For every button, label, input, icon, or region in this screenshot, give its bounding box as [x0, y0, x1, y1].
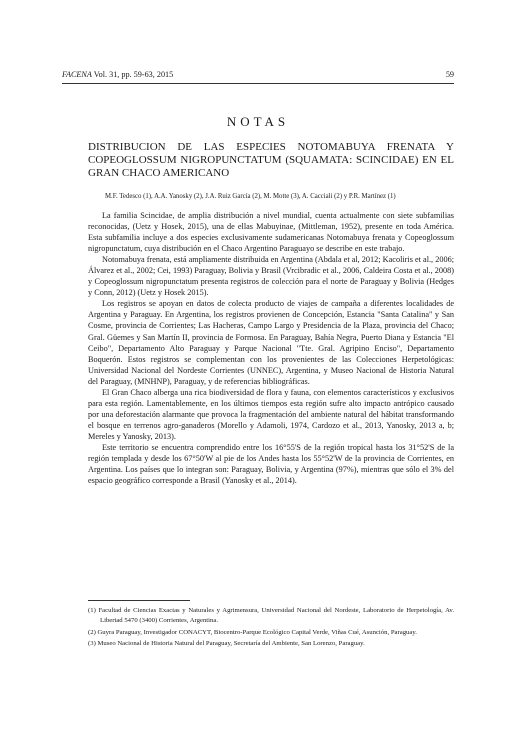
section-title: NOTAS [226, 114, 290, 129]
running-header [62, 70, 454, 84]
footnote: (1) Facultad de Ciencias Exactas y Naturales y Agrimensura, Universidad Nacional del Nordeste, Laboratorio de Herpetología, Av. Libertad 5470 (3400) Corrientes, Argentina. [88, 607, 454, 624]
article-body [88, 210, 454, 486]
body-paragraph: Notomabuya frenata, está ampliamente distribuida en Argentina (Abdala et al, 2012; Kacoliris et al., 2006; Álvarez et al., 2002; Cei, 1993) Paraguay, Bolivia y Brasil (Vrcibradic et al., 2006, Caldeira Costa et al., 2008) y Copeoglossum nigropunctatum presenta registros de colección para el norte de Paraguay y Bolivia (Hedges y Conn, 2012) (Uetz y Hosek 2015). [88, 255, 454, 298]
footnote: (3) Museo Nacional de Historia Natural del Paraguay, Secretaría del Ambiente, San Lorenzo, Paraguay. [88, 640, 365, 648]
journal-volume: Vol. 31, pp. 59-63, 2015 [93, 70, 174, 79]
journal-citation [62, 70, 173, 79]
body-paragraph: Este territorio se encuentra comprendido entre los 16°55'S de la región tropical hasta los 31°52'S de la región templada y desde los 67°50'W al pie de los Andes hasta los 55°52'W de la provincia de Corrientes, en Argentina. Los países que lo integran son: Paraguay, Bolivia, y Argentina (97%), mientras que sólo el 3% del espacio geográfico corresponde a Brasil (Yanosky et al., 2014). [88, 442, 454, 486]
body-paragraph: El Gran Chaco alberga una rica biodiversidad de flora y fauna, con elementos característicos y exclusivos para esta región. Lamentablemente, en los últimos tiempos esta región sufre alto impacto antrópico causado por una deforestación alarmante que provoca la fragmentación del ambiente natural del hábitat transformando el bosque en terrenos agro-ganaderos (Morello y Adamoli, 1974, Cardozo et al., 2013, Yanosky, 2013 a, b; Mereles y Yanosky, 2013). [88, 387, 454, 441]
footnote-rule [88, 600, 190, 601]
page-number: 59 [445, 70, 454, 79]
footnotes [88, 606, 454, 651]
author-list: M.F. Tedesco (1), A.A. Yanosky (2), J.A. Ruiz García (2), M. Motte (3), A. Cacciali (2) y P.R. Martínez (1) [105, 193, 396, 200]
body-paragraph: Los registros se apoyan en datos de colecta producto de viajes de campaña a diferentes localidades de Argentina y Paraguay. En Argentina, los registros provienen de Concepción, Estancia "Santa Catalina" y San Cosme, provincia de Corrientes; Las Hacheras, Campo Largo y Presidencia de la Plaza, provincia del Chaco; Gral. Güemes y San Martín II, provincia de Formosa. En Paraguay, Bahía Negra, Puerto Diana y Estancia "El Ceibo", Departamento Alto Paraguay y Parque Nacional "Tte. Gral. Agripino Enciso", Departamento Boquerón. Estos registros se complementan con los provenientes de las Colecciones Herpetológicas: Universidad Nacional del Nordeste Corrientes (UNNEC), Argentina, y Museo Nacional de Historia Natural del Paraguay, (MNHNP), Paraguay, y de referencias bibliográficas. [88, 299, 454, 386]
article-title: DISTRIBUCION DE LAS ESPECIES NOTOMABUYA FRENATA Y COPEOGLOSSUM NIGROPUNCTATUM (SQUAMATA: SCINCIDAE) EN EL GRAN CHACO AMERICANO [88, 141, 454, 179]
body-paragraph: La familia Scincidae, de amplia distribución a nivel mundial, cuenta actualmente con siete subfamilias reconocidas, (Uetz y Hosek, 2015), una de ellas Mabuyinae, (Mittleman, 1952), presente en toda América. Esta subfamilia incluye a dos especies exclusivamente sudamericanas Notomabuya frenata y Copeoglossum nigropunctatum, cuya distribución en el Chaco Argentino Paraguayo se describe en este trabajo. [88, 211, 454, 254]
footnote: (2) Guyra Paraguay, Investigador CONACYT, Biocentro-Parque Ecológico Capital Verde, Viñas Cué, Asunción, Paraguay. [88, 628, 417, 636]
journal-name: FACENA [62, 70, 92, 79]
header-rule [62, 83, 454, 84]
